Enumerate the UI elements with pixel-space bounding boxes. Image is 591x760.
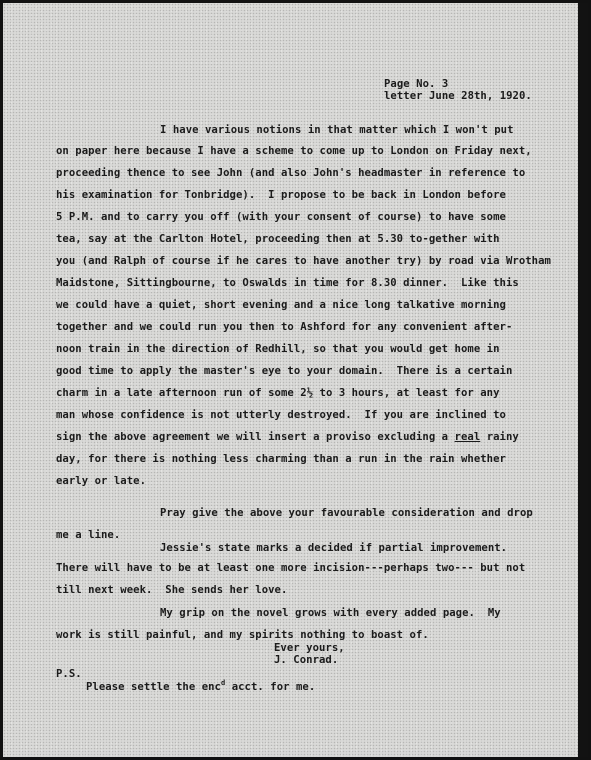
closing-salutation: Ever yours, — [274, 642, 345, 654]
body-line-text: rainy — [480, 431, 519, 443]
postscript-label: P.S. — [56, 668, 82, 680]
body-line: early or late. — [56, 475, 146, 487]
body-line: Jessie's state marks a decided if partial improvement. — [160, 542, 508, 554]
body-line: good time to apply the master's eye to your domain. There is a certain — [56, 365, 513, 377]
body-line: me a line. — [56, 529, 121, 541]
body-line: Pray give the above your favourable consideration and drop — [160, 507, 533, 519]
signature: J. Conrad. — [274, 654, 339, 666]
body-line-text: sign the above agreement we will insert a proviso excluding a — [56, 431, 455, 443]
postscript-text-part: Please settle the enc — [86, 681, 221, 693]
body-line: we could have a quiet, short evening and a nice long talkative morning — [56, 299, 506, 311]
body-line: man whose confidence is not utterly destroyed. If you are inclined to — [56, 409, 506, 421]
body-line: work is still painful, and my spirits nothing to boast of. — [56, 629, 429, 641]
postscript-text-part: acct. for me. — [225, 681, 316, 693]
body-line: proceeding thence to see John (and also John's headmaster in reference to — [56, 167, 526, 179]
body-line: on paper here because I have a scheme to come up to London on Friday next, — [56, 145, 532, 157]
body-line: till next week. She sends her love. — [56, 584, 288, 596]
body-line: his examination for Tonbridge). I propose to be back in London before — [56, 189, 506, 201]
body-line: you (and Ralph of course if he cares to have another try) by road via Wrotham — [56, 255, 551, 267]
body-line: day, for there is nothing less charming than a run in the rain whether — [56, 453, 506, 465]
body-line: charm in a late afternoon run of some 2½ to 3 hours, at least for any — [56, 387, 500, 399]
body-line: My grip on the novel grows with every added page. My — [160, 607, 501, 619]
body-line: tea, say at the Carlton Hotel, proceeding then at 5.30 to-gether with — [56, 233, 500, 245]
body-line: Maidstone, Sittingbourne, to Oswalds in time for 8.30 dinner. Like this — [56, 277, 519, 289]
postscript-text — [86, 680, 315, 694]
postscript-superscript: d — [221, 679, 226, 687]
body-line: There will have to be at least one more incision---perhaps two--- but not — [56, 562, 526, 574]
scan-dark-edge — [578, 3, 588, 757]
underlined-word: real — [454, 431, 481, 443]
body-line: together and we could run you then to Ashford for any convenient after- — [56, 321, 513, 333]
body-line — [56, 430, 519, 444]
body-line: I have various notions in that matter which I won't put — [160, 124, 514, 136]
page-number: Page No. 3 — [384, 78, 449, 90]
letter-date: letter June 28th, 1920. — [384, 90, 532, 102]
body-line: 5 P.M. and to carry you off (with your consent of course) to have some — [56, 211, 506, 223]
body-line: noon train in the direction of Redhill, so that you would get home in — [56, 343, 500, 355]
